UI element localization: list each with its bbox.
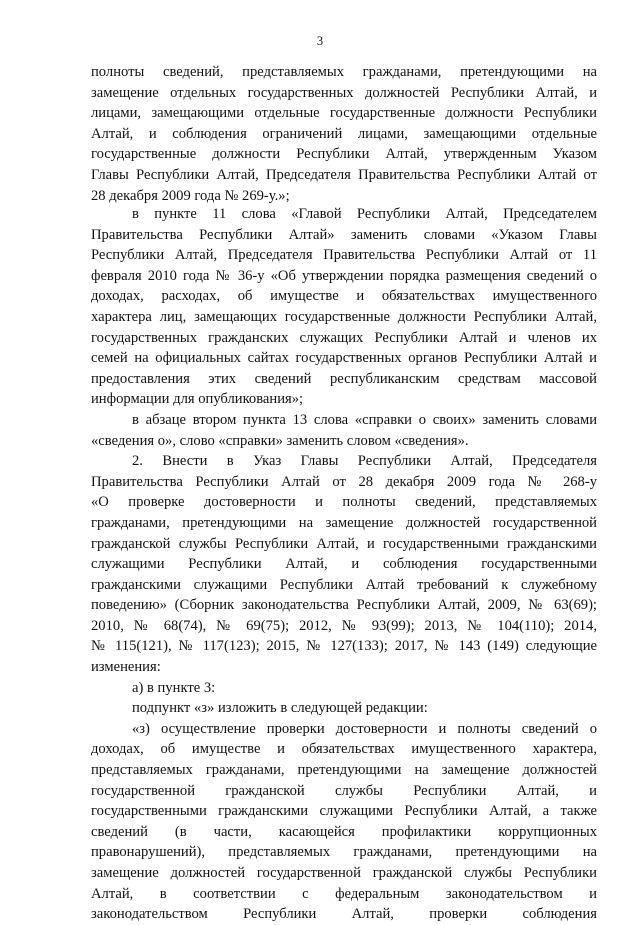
- text-line: «О проверке достоверности и полноты сведений, представляемых: [91, 494, 597, 511]
- text-line: Правительства Республики Алтай от 28 декабря 2009 года № 268-у: [91, 473, 597, 490]
- text-line: «з) осуществление проверки достоверности и полноты сведений о: [132, 720, 597, 737]
- text-line: полноты сведений, представляемых гражданами, претендующими на: [91, 64, 597, 80]
- text-line: 2. Внести в Указ Главы Республики Алтай, Председателя: [132, 453, 597, 470]
- text-line: государственной гражданской службы Республики Алтай, и: [91, 782, 597, 799]
- text-line: семей на официальных сайтах государственных органов Республики Алтай и: [91, 350, 597, 367]
- text-line: гражданами, претендующими на замещение должностей государственной: [91, 514, 597, 531]
- text-line: Алтай, и соблюдения ограничений лицами, замещающими отдельные: [91, 125, 597, 142]
- text-line: Правительства Республики Алтай» заменить словами «Указом Главы: [91, 226, 597, 243]
- text-line: февраля 2010 года № 36-у «Об утверждении порядка размещения сведений о: [91, 267, 597, 284]
- amendments-text: [91, 204, 597, 925]
- text-line: подпункт «з» изложить в следующей редакции:: [132, 700, 428, 717]
- text-line: а) в пункте 3:: [132, 679, 216, 696]
- text-line: поведению» (Сборник законодательства Республики Алтай, 2009, № 63(69);: [91, 597, 597, 614]
- text-line: Республики Алтай, Председателя Правительства Республики Алтай от 11: [91, 247, 597, 264]
- text-line: законодательством Республики Алтай, проверки соблюдения: [91, 906, 597, 923]
- text-line: «сведения о», слово «справки» заменить словом «сведения».: [91, 432, 469, 449]
- text-line: 28 декабря 2009 года № 269-у.»;: [91, 187, 290, 204]
- text-line: гражданскими служащими Республики Алтай требований к служебному: [91, 576, 597, 593]
- text-line: Главы Республики Алтай, Председателя Правительства Республики Алтай от: [91, 166, 597, 183]
- text-line: правонарушений), представляемых гражданами, претендующими на: [91, 844, 597, 861]
- text-line: сведений (в части, касающейся профилактики коррупционных: [91, 823, 597, 840]
- text-line: государственных гражданских служащих Республики Алтай и членов их: [91, 329, 597, 346]
- text-line: лицами, замещающими отдельные государственные должности Республики: [91, 105, 597, 122]
- text-line: предоставления этих сведений республиканским средствам массовой: [91, 370, 597, 387]
- text-line: 2010, № 68(74), № 69(75); 2012, № 93(99); 2013, № 104(110); 2014,: [91, 617, 597, 634]
- page-number: 3: [316, 34, 324, 48]
- text-line: замещение отдельных государственных должностей Республики Алтай, и: [91, 84, 597, 101]
- text-line: доходах, об имуществе и обязательствах имущественного характера,: [91, 741, 597, 758]
- text-line: информации для опубликования»;: [91, 391, 304, 408]
- text-line: характера лиц, замещающих государственные должности Республики Алтай,: [91, 308, 597, 325]
- text-line: доходах, расходах, об имуществе и обязательствах имущественного: [91, 288, 597, 305]
- text-line: государственными гражданскими служащими Республики Алтай, а также: [91, 803, 597, 820]
- text-line: в абзаце втором пункта 13 слова «справки о своих» заменить словами: [132, 411, 597, 428]
- text-line: изменения:: [91, 659, 161, 676]
- text-line: гражданской службы Республики Алтай, и государственными гражданскими: [91, 535, 597, 552]
- text-line: служащими Республики Алтай, и соблюдения государственными: [91, 556, 597, 573]
- text-line: Алтай, в соответствии с федеральным законодательством и: [91, 885, 597, 902]
- text-line: представляемых гражданами, претендующими на замещение должностей: [91, 762, 597, 779]
- text-line: № 115(121), № 117(123); 2015, № 127(133); 2017, № 143 (149) следующие: [91, 638, 597, 655]
- text-line: государственные должности Республики Алтай, утвержденным Указом: [91, 146, 597, 163]
- text-line: замещение должностей государственной гражданской службы Республики: [91, 865, 597, 881]
- text-line: в пункте 11 слова «Главой Республики Алтай, Председателем: [132, 206, 597, 222]
- paragraph-continuation: [91, 62, 597, 206]
